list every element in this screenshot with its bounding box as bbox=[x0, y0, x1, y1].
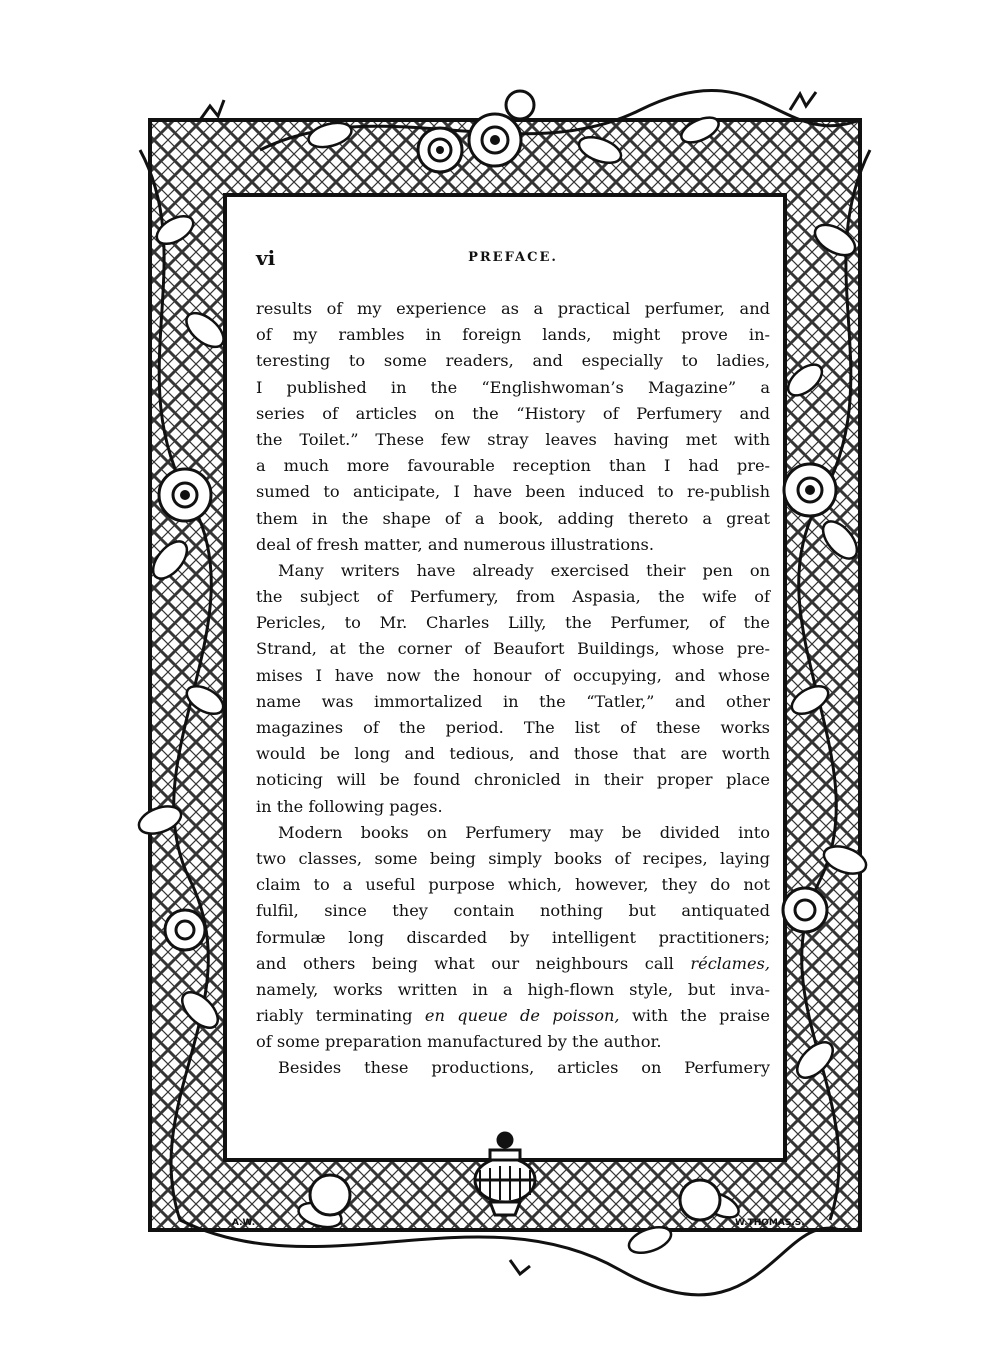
text-line: magazines of the period. The list of these works bbox=[256, 718, 770, 737]
text-line: of some preparation manufactured by the author. bbox=[256, 1032, 662, 1052]
text-segment: and others being what our neighbours call bbox=[256, 953, 691, 973]
text-line: name was immortalized in the “Tatler,” and other bbox=[256, 691, 770, 711]
text-line bbox=[256, 1003, 770, 1029]
text-line bbox=[256, 951, 770, 977]
text-line: mises I have now the honour of occupying, and whose bbox=[256, 665, 770, 685]
running-head: PREFACE. bbox=[468, 250, 558, 265]
text-line: teresting to some readers, and especially to ladies, bbox=[256, 351, 770, 371]
text-line: I published in the “Englishwoman’s Magazine” a bbox=[256, 377, 770, 397]
page-number: vi bbox=[256, 246, 276, 270]
text-line: would be long and tedious, and those that are worth bbox=[256, 744, 770, 764]
text-line: the subject of Perfumery, from Aspasia, the wife of bbox=[256, 587, 770, 607]
text-line: in the following pages. bbox=[256, 796, 443, 816]
text-segment: riably terminating bbox=[256, 1006, 425, 1026]
text-line: namely, works written in a high-flown style, but inva- bbox=[256, 979, 770, 999]
text-line: noticing will be found chronicled in their proper place bbox=[256, 770, 770, 790]
text-line: Besides these productions, articles on Perfumery bbox=[278, 1058, 770, 1078]
text-line: deal of fresh matter, and numerous illustrations. bbox=[256, 534, 655, 554]
text-line: a much more favourable reception than I had pre- bbox=[256, 456, 770, 476]
text-line: formulæ long discarded by intelligent practitioners; bbox=[256, 927, 770, 947]
text-line: the Toilet.” These few stray leaves having met with bbox=[256, 429, 770, 449]
page-header bbox=[256, 240, 770, 276]
text-line: of my rambles in foreign lands, might prove in- bbox=[256, 325, 770, 345]
text-line: two classes, some being simply books of recipes, laying bbox=[256, 848, 770, 868]
text-line: fulfil, since they contain nothing but antiquated bbox=[256, 901, 770, 921]
text-segment: with the praise bbox=[619, 1006, 770, 1026]
engraver-monogram-left: A.W. bbox=[232, 1218, 256, 1228]
engraver-monogram-right: W.THOMAS.S. bbox=[735, 1218, 805, 1228]
text-line: series of articles on the “History of Perfumery and bbox=[256, 403, 770, 423]
italic-term: réclames, bbox=[690, 953, 770, 973]
text-line: results of my experience as a practical perfumer, and bbox=[256, 299, 770, 318]
text-line: Many writers have already exercised their pen on bbox=[278, 560, 770, 580]
preface-body bbox=[256, 296, 770, 1082]
italic-term: en queue de poisson, bbox=[424, 1006, 620, 1026]
text-line: claim to a useful purpose which, however, they do not bbox=[256, 875, 770, 895]
text-line: sumed to anticipate, I have been induced to re-publish bbox=[256, 482, 770, 502]
text-line: Modern books on Perfumery may be divided into bbox=[278, 822, 770, 842]
text-line: them in the shape of a book, adding thereto a great bbox=[256, 508, 770, 528]
text-line: Pericles, to Mr. Charles Lilly, the Perfumer, of the bbox=[256, 613, 770, 633]
text-line: Strand, at the corner of Beaufort Buildings, whose pre- bbox=[256, 639, 770, 659]
page-text-block bbox=[256, 240, 770, 1082]
